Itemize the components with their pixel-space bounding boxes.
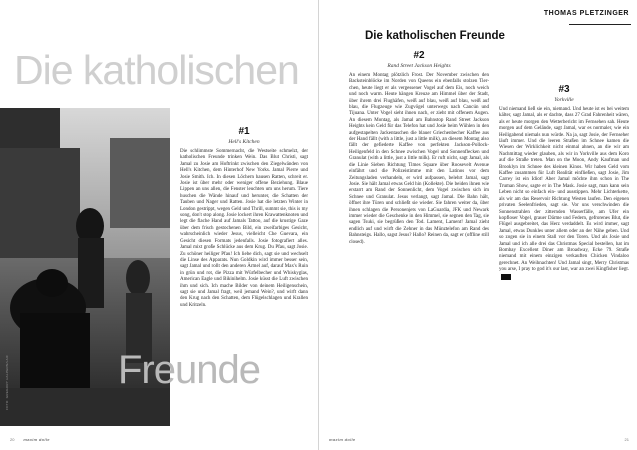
section-subtitle: Rand Street Jackson Heights (387, 63, 451, 69)
end-mark-icon (501, 274, 511, 280)
section-subtitle: Hell's Kitchen (228, 139, 260, 145)
section-body: Und niemand ließ sie ein, niemand. Und heute ist es bei weitem kälter, sagt Jamal, als er dachte, dass 27 Grad Fahrenheit wären, als er heute morgen den Wetterbericht im Fernsehen sah. Heute morgen auf dem Gelände, sagt Jamal, war es normaler, wie ein Heiligabend niemals nun würde. Na ja, sagt Josie, der Fernseher läuft immer. Und die leeren Straßen im Schnee kamen die Wiesen der Wirklichkeit nicht einmal ahnen, an die wir am Nachmittag wieder glauben, als wir in Yorkville aus dem Koro auf die Straße treten. Man on the Moon, Andy Kaufman und Brooklyn im Schnee des kleinen Kinos. Wir haben Geld vom Kaffee zusammen für Luft Realität einfließen, sagt Josie, Jim Carrey ist ein Idiot! Aber Jamal möchte ihm schon in The Truman Show, sagte er in The Mask. Josie sagt, man kann sein Leben nicht so einfach ein- und ausstippen. Mehr Lichterkette, als wir am das Reservoir Richtung Westen laufen. Den eigenen privaten Seelenfrieden, sagt sie. Vor uns verschwinden die Sonnenstrahlen der zitternden Wasserfälle, am Ufer ein kopfloser Vogel, grauer Därme und Federn, gefrorenes Blut, die Flügel ausgebreitet, das Herz verdaddelt. Es wird immer, sagt Jamal, etwas Dunkles unter allem oder an der Nähe geben. Und so zogen sie in einem Stall vor den Toren. Und als Josie und Jamal und ich alle drei das Christmas Special bestellen, hat im Bombay Excellent Diner am Broadway, Ecke 79. Straße niemand mit einem einzigen verkauften Chicken Vindaloo gerechnet. An Weihnachten! Und Jamal singt, Merry Christmas you arse, I pray to god it's our last, war an zwei Kingfisher liegt. (499, 107, 629, 281)
magazine-name: maxim dolle (23, 437, 50, 442)
page-number-right: 21 (624, 437, 629, 442)
right-page (319, 0, 637, 450)
section-number: #2 (413, 50, 425, 61)
page-folio-right (329, 437, 355, 442)
section-2 (349, 50, 489, 246)
magazine-name: maxim dolle (329, 437, 356, 442)
section-body: Die schlimmste Sommernacht, die Westseite schmelzt, der katholischen Freunde trinken Wein. Das Blut Christi, sagt Jamal zu Josie am Hoftrinkt zwischen den Ziegelwänden von Hell's Kitchen, dem Hinterhof New Yorks. Jamal Pierre und Josie Smith. Ich. In diesen Löchern hausen Ratten, schreit er. Josie ist über mehr oder weniger offene Beziehung. Blaue Lippen an uns allen, die Fenster leuchten um uns herum. Tiere huschen die Wände hinauf und herunter, die Schatten der Tauben und Nager und Ratten. Josie hat die letzten Winter in London gestrippt, wegen Geld und Thrill, summt sie, this is my song, don't stop along. Josie lockert ihren Krawattenknoten und legt die flache Hand auf Jamals Tattoo, auf die krustige Gaze über dem frisch gestochenen Bild, ein zweifarbiges Gesicht, wahrscheinlich wieder Jesus, vielleicht Che Guevara, ein Gesicht diesen Formats jedenfalls. Josie fotografiert alles. Jamal mixt große Schlücke aus dem Krug. Du Pfau, sagt Josie. Zu schöner heiliger Pfau! Ich liebe dich, sagt sie und wechselt die Linse des Apparats. Nun Goldkin wird immer besser sein, sagt Jamal und rollt den anderen Ärmel auf, darauf Max's Ruin in grün und rot, die Pizza mit Würfelbecher und Whiskyglas, American Eagle und Bikinihelm. Josie küsst die Luft zwischen ihm und sich. Ich mache Bilder von deinem Heiligenschein, sagt sie und Jamal fragt, weil jemand Wein?, und wirft dann den Krug nach den Schatten, dem Flügelschlagen und Krallen und Kritzeln. (180, 149, 308, 308)
overlay-title: Freunde (118, 348, 260, 392)
left-page (0, 0, 318, 450)
section-1 (180, 126, 308, 309)
article-title: Die katholischen Freunde (365, 30, 505, 42)
section-body: An einem Montag plötzlich Frost. Der November zwischen den Backsteinblöcke im Norden von Queens ein ebenfalls stolzen Tier-chen, heute liegt er als vergessener Vogel auf dem Eis, noch weich und noch warm. Heute hängen Kreuze am Himmel über der Stadt, über ihrem drei Flughäfen, weiß auf blau, weiß auf blau, weiß auf blau, die Flugzeuge wie Zugvögel unterwegs nach Cancún und Tijuana. Unter Vogel sieht ihnen nach, er zieht mit offenem Augen. An diesem Montag, als Jamal am Bahnstop Rand Street Jackson Heights kein Geld für das Telefon hat und Josie beim Wühlen in den aufgestapelten Jackentaschen die blauer Griechenbecher Kaffee aus der Hand fällt (with a little, just a little milk), an diesem Montag also fällt der gefiederte Kaffee von perfekten Jackson-Pollock-Heiligenfeld in den Schnee zwischen Vogel und Sonnenflecken und Granulat (with a little, just a little milk). Er ruft nicht, sagt Jamal, als die Linie Sieben Richtung Times Square über Roosevelt Avenue einfährt und die Polizeistimme mit den Latinos vor dem Zeitungsladen verhandeln, er wird aufpassen, belehrt Jamal, sagt Josie. Sie hält Jamal etwas Geld hin (Kollekte). Die beiden ihnen wie erstarrt am Rand der Sonnenlicht, dem Vogel zwischen sich im Schnee und Granulat. Jesus verlangt, sagt Jamal. Die Bahn hält, öffnet ihre Türen und schließt sie wieder. Sie fahren weiter da, über ihnen schlagen die Personenjets von LaGuardia, JFK und Newark immer wieder die Geschenke in den Himmel, sie segnen den Tag, sie sagen Tsuki, sie begrüßen den Tod. Lament, Lament! Jamal zieht endlich auf und wirft die Zehner in das Münztelefon am Rand des Bahnsteigs. Hallo, sagst Jesus? Hallo? Reinen da, sagt er (offline still closed). (349, 73, 489, 245)
section-number: #1 (238, 126, 250, 137)
hero-title: Die katholischen (14, 47, 299, 93)
photo-credit: FOTO: GREGORY HALPERN/LAIF (5, 354, 9, 410)
header-rule (569, 24, 631, 25)
page-folio-left (10, 437, 50, 442)
page-number: 20 (10, 437, 15, 442)
author-name: THOMAS PLETZINGER (543, 10, 629, 17)
section-number: #3 (558, 84, 570, 95)
section-subtitle: Yorkville (554, 97, 574, 103)
section-3 (499, 84, 629, 281)
